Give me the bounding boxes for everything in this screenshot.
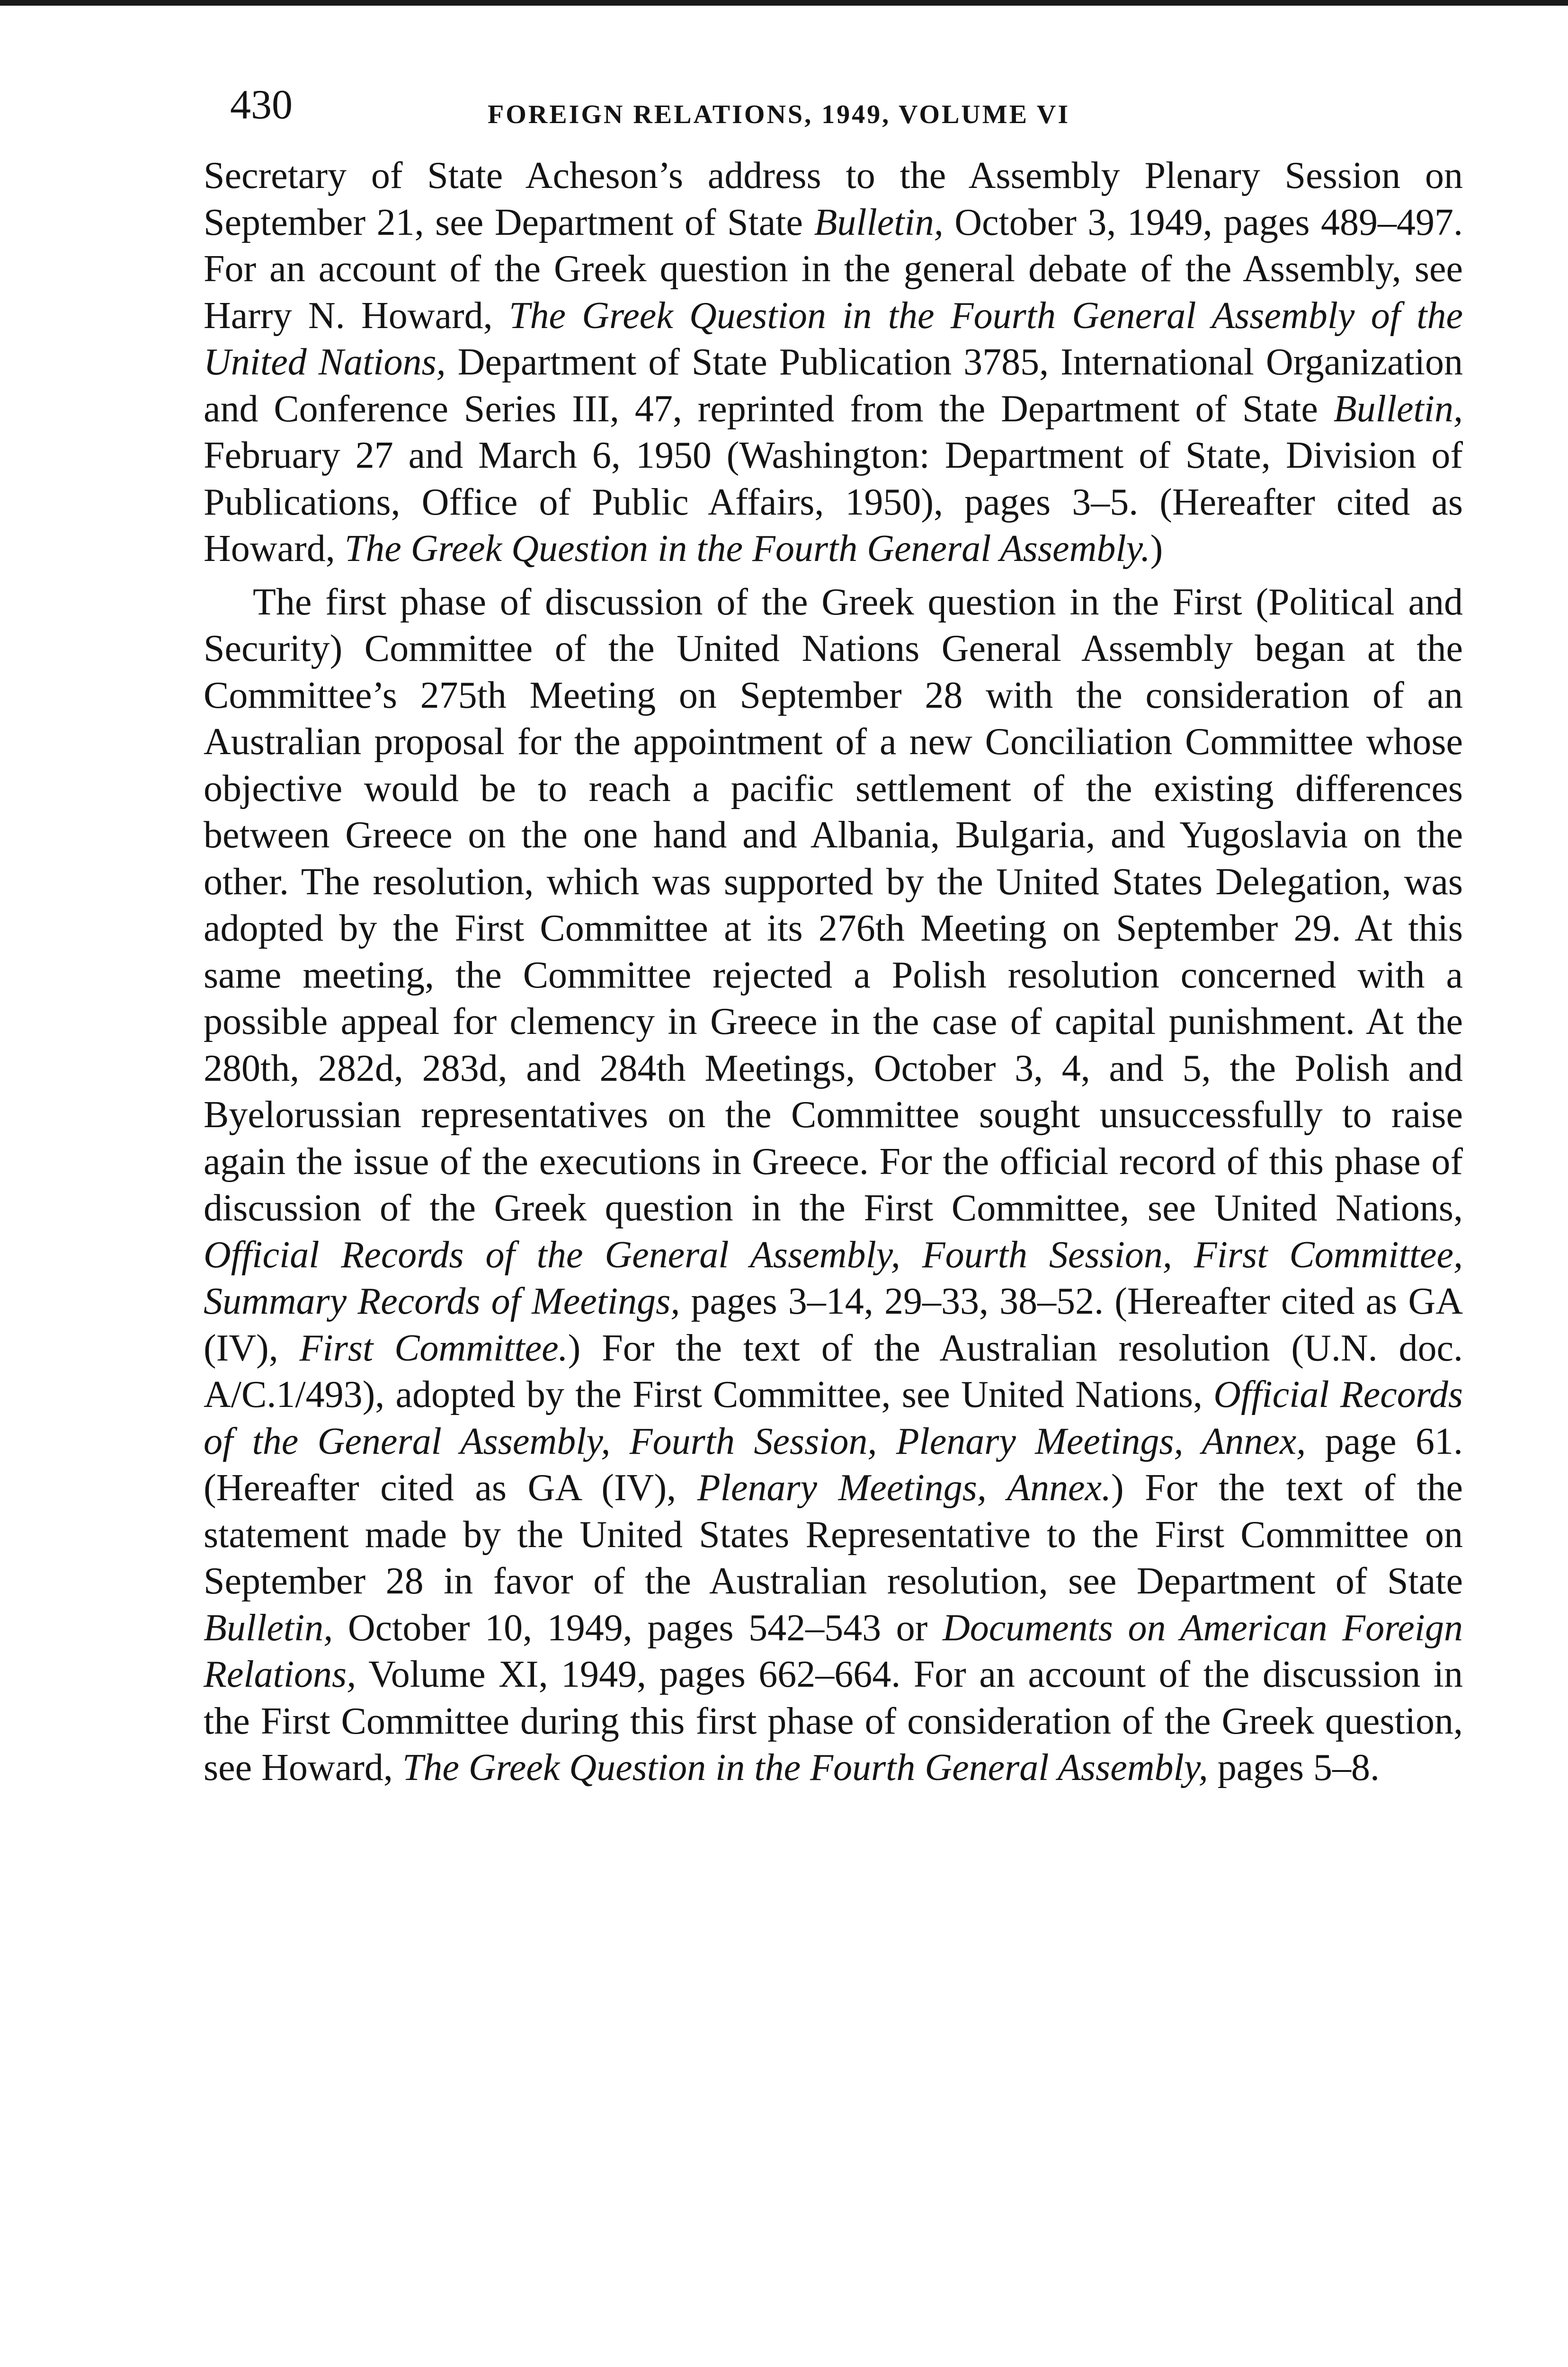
italic-title: The Greek Question in the Fourth General Assembly of the United Nations, — [204, 294, 1463, 383]
text-run: Volume XI, 1949, pages 662–664. For an account of the discussion in the First Committee during this first phase of consideration of the Greek question, see Howard, — [204, 1654, 1463, 1789]
italic-title: The Greek Question in the Fourth General Assembly. — [344, 528, 1150, 570]
paragraph-first-phase — [204, 579, 1463, 1791]
italic-title: Bulletin, — [814, 201, 944, 243]
italic-title: Bulletin, — [204, 1607, 333, 1649]
italic-title: First Committee. — [299, 1327, 568, 1369]
text-run: Department of State Publication 3785, International Organization and Conference Series III, 47, reprinted from the Department of State — [204, 341, 1463, 430]
running-title: FOREIGN RELATIONS, 1949, VOLUME VI — [488, 100, 1070, 129]
page-number: 430 — [230, 82, 293, 128]
scan-edge — [0, 0, 1568, 6]
text-run: Secretary of State Acheson’s address to the Assembly Plenary Session on September 21, see Department of State — [204, 155, 1463, 243]
text-run: October 3, 1949, pages 489–497. For an account of the Greek question in the general debate of the Assembly, see Harry N. Howard, — [204, 201, 1463, 337]
italic-title: Documents on American Foreign Relations, — [204, 1607, 1463, 1695]
running-head — [204, 80, 1463, 137]
text-run: February 27 and March 6, 1950 (Washington: Department of State, Division of Publications, Office of Public Affairs, 1950), pages 3–5. (Hereafter cited as Howard, — [204, 435, 1463, 570]
page-content — [204, 80, 1463, 1791]
italic-title: Official Records of the General Assembly, Fourth Session, First Committee, Summary Records of Meetings, — [204, 1234, 1463, 1322]
text-run: ) For the text of the statement made by the United States Representative to the First Committee on September 28 in favor of the Australian resolution, see Department of State — [204, 1467, 1463, 1602]
text-run: pages 3–14, 29–33, 38–52. (Hereafter cited as GA (IV), — [204, 1281, 1463, 1369]
text-run: pages 5–8. — [1208, 1747, 1380, 1789]
italic-title: Plenary Meetings, Annex. — [697, 1467, 1111, 1509]
paragraph-continued — [204, 152, 1463, 572]
italic-title: Bulletin, — [1333, 388, 1463, 430]
italic-title: Official Records of the General Assembly, Fourth Session, Plenary Meetings, Annex, — [204, 1374, 1463, 1462]
text-run: page 61. (Hereafter cited as GA (IV), — [204, 1420, 1463, 1509]
text-run: October 10, 1949, pages 542–543 or — [333, 1607, 943, 1649]
text-run: ) For the text of the Australian resolution (U.N. doc. A/C.1/493), adopted by the First Committee, see United Nations, — [204, 1327, 1463, 1415]
text-run: ) — [1150, 528, 1163, 570]
text-run: The first phase of discussion of the Greek question in the First (Political and Security) Committee of the United Nations General Assembly began at the Committee’s 275th Meeting on September 28 with the consideration of an Australian proposal for the appointment of a new Conciliation Committee whose objective would be to reach a pacific settlement of the existing differences between Greece on the one hand and Albania, Bulgaria, and Yugoslavia on the other. The resolution, which was supported by the United States Delegation, was adopted by the First Committee at its 276th Meeting on September 29. At this same meeting, the Committee rejected a Polish resolution concerned with a possible appeal for clemency in Greece in the case of capital punishment. At the 280th, 282d, 283d, and 284th Meetings, October 3, 4, and 5, the Polish and Byelorussian representatives on the Committee sought unsuccessfully to raise again the issue of the executions in Greece. For the official record of this phase of discussion of the Greek question in the First Committee, see United Nations, — [204, 581, 1463, 1229]
italic-title: The Greek Question in the Fourth General Assembly, — [402, 1747, 1208, 1789]
